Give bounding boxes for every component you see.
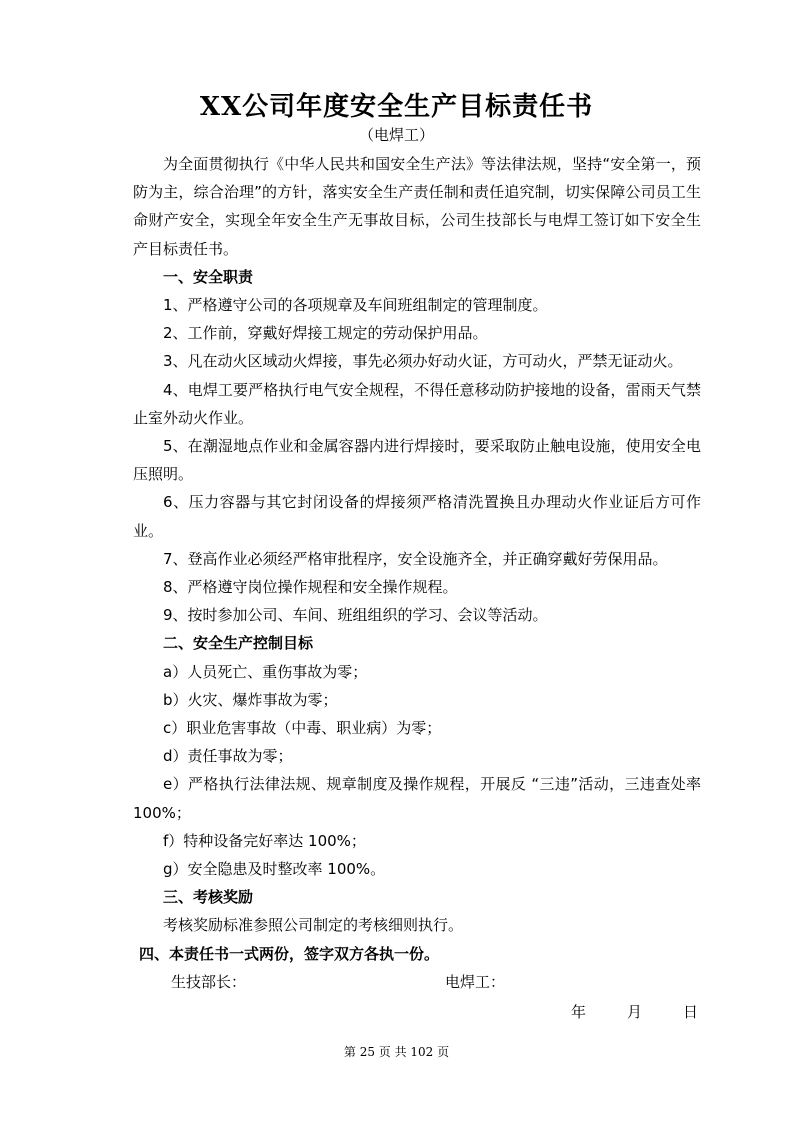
- section-3-heading: 三、考核奖励: [163, 888, 254, 907]
- section-1-item: 7、登高作业必须经严格审批程序，安全设施齐全，并正确穿戴好劳保用品。: [163, 549, 668, 568]
- document-body: [133, 150, 701, 1024]
- section-1-item: 1、严格遵守公司的各项规章及车间班组制定的管理制度。: [163, 296, 548, 315]
- section-2-item: a）人员死亡、重伤事故为零；: [163, 662, 368, 681]
- section-1-item: 6、压力容器与其它封闭设备的焊接须严格清洗置换且办理动火作业证后方可作业。: [133, 493, 701, 540]
- section-2-heading: 二、安全生产控制目标: [163, 634, 314, 653]
- section-1-item: 2、工作前，穿戴好焊接工规定的劳动保护用品。: [163, 324, 488, 343]
- section-1-item: 9、按时参加公司、车间、班组组织的学习、会议等活动。: [163, 606, 548, 625]
- intro-paragraph: 为全面贯彻执行《中华人民共和国安全生产法》等法律法规，坚持“安全第一，预防为主，综合治理”的方针，落实安全生产责任制和责任追究制，切实保障公司员工生命财产安全，实现全年安全生产无事故目标，公司生技部长与电焊工签订如下安全生产目标责任书。: [133, 155, 701, 258]
- section-1-item: 5、在潮湿地点作业和金属容器内进行焊接时，要采取防止触电设施，使用安全电压照明。: [133, 437, 701, 484]
- signature-row: [133, 968, 701, 996]
- section-1-item: 4、电焊工要严格执行电气安全规程，不得任意移动防护接地的设备，雷雨天气禁止室外动火作业。: [133, 380, 701, 427]
- page-footer: 第 25 页 共 102 页: [343, 1045, 450, 1059]
- document-title: XX公司年度安全生产目标责任书: [199, 92, 594, 122]
- signature-left-label: 生技部长：: [171, 972, 247, 991]
- date-month-label: 月: [627, 1002, 643, 1021]
- section-4-heading: 四、本责任书一式两份，签字双方各执一份。: [139, 944, 440, 963]
- section-2-item: g）安全隐患及时整改率 100%。: [163, 860, 386, 879]
- section-1-item: 3、凡在动火区域动火焊接，事先必须办好动火证，方可动火，严禁无证动火。: [163, 352, 683, 371]
- section-2-item: d）责任事故为零；: [163, 747, 293, 766]
- section-1-item: 8、严格遵守岗位操作规程和安全操作规程。: [163, 578, 458, 597]
- section-1-heading: 一、安全职责: [163, 267, 254, 286]
- signature-right-label: 电焊工：: [445, 972, 506, 991]
- date-row: [133, 996, 701, 1024]
- section-3-text: 考核奖励标准参照公司制定的考核细则执行。: [163, 916, 464, 935]
- document-subtitle: （电焊工）: [358, 126, 434, 144]
- date-year-label: 年: [571, 1002, 587, 1021]
- section-2-item: b）火灾、爆炸事故为零；: [163, 690, 338, 709]
- section-2-item: e）严格执行法律法规、规章制度及操作规程，开展反 “三违”活动，三违查处率 100%；: [133, 775, 701, 822]
- date-day-label: 日: [683, 1002, 699, 1021]
- section-2-item: f）特种设备完好率达 100%；: [163, 831, 366, 850]
- section-2-item: c）职业危害事故（中毒、职业病）为零；: [163, 719, 442, 738]
